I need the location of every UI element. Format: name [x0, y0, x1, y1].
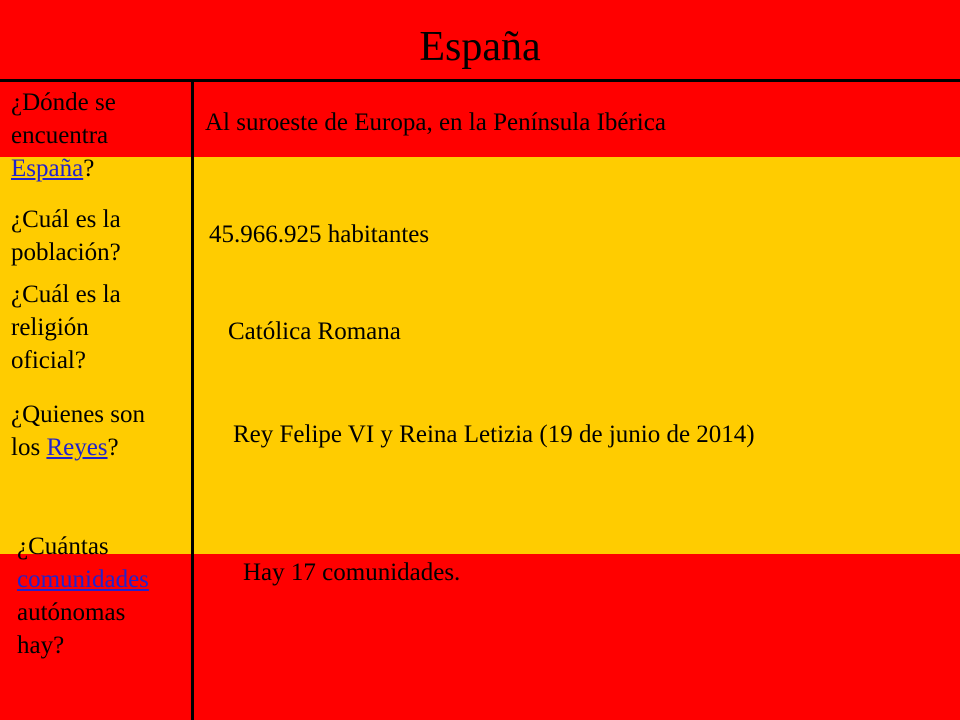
- question-text: hay?: [17, 632, 65, 659]
- column-divider: [191, 79, 194, 720]
- question-text: autónomas: [17, 599, 126, 626]
- answer-location: Al suroeste de Europa, en la Península Ibérica: [205, 109, 666, 136]
- question-monarchs: [11, 398, 145, 464]
- question-text: población?: [11, 239, 121, 266]
- answer-communities: Hay 17 comunidades.: [243, 559, 461, 586]
- question-text: encuentra: [11, 122, 109, 149]
- answer-population: 45.966.925 habitantes: [209, 221, 430, 248]
- page-title: España: [419, 24, 541, 70]
- question-text: ¿Cuál es la: [11, 206, 121, 233]
- question-religion: [11, 278, 121, 377]
- question-text: ¿Cuál es la: [11, 281, 121, 308]
- question-text: [17, 563, 149, 596]
- question-text: religión: [11, 314, 89, 341]
- question-location: [11, 86, 116, 185]
- flag-band-yellow: [0, 157, 960, 554]
- link-comunidades[interactable]: comunidades: [17, 566, 149, 593]
- link-espana[interactable]: España: [11, 155, 84, 182]
- question-text: oficial?: [11, 347, 86, 374]
- question-text: ¿Cuántas: [17, 533, 109, 560]
- question-text: ¿Dónde se: [11, 89, 116, 116]
- answer-religion: Católica Romana: [228, 318, 401, 345]
- link-reyes[interactable]: Reyes: [46, 434, 108, 461]
- question-communities: [17, 530, 149, 662]
- question-text: ¿Quienes son: [11, 401, 145, 428]
- question-population: [11, 203, 121, 269]
- header-divider: [0, 79, 960, 82]
- question-text: los Reyes?: [11, 434, 119, 461]
- question-text: España?: [11, 155, 95, 182]
- answer-monarchs: Rey Felipe VI y Reina Letizia (19 de junio de 2014): [233, 421, 755, 448]
